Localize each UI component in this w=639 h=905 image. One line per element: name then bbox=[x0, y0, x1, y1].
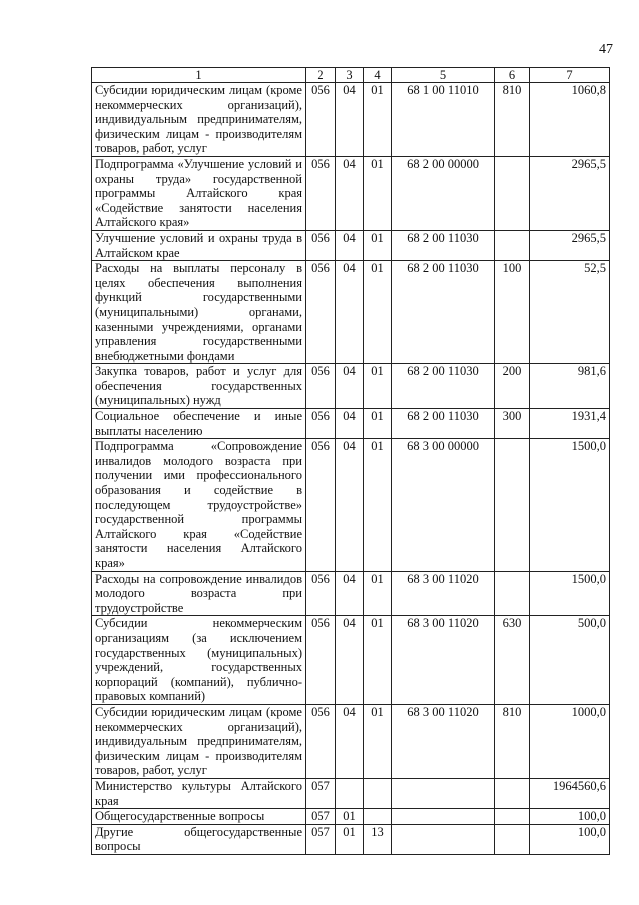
row-admin-code-cell: 056 bbox=[306, 704, 336, 778]
row-subsection-cell: 01 bbox=[364, 616, 392, 705]
row-name-cell: Общегосударственные вопросы bbox=[92, 809, 306, 825]
column-header-1: 1 bbox=[92, 68, 306, 83]
row-subsection-cell: 01 bbox=[364, 230, 392, 260]
row-amount-cell: 1060,8 bbox=[530, 83, 610, 157]
row-target-article-cell: 68 2 00 11030 bbox=[392, 230, 495, 260]
row-expense-type-cell: 200 bbox=[495, 364, 530, 409]
row-target-article-cell: 68 3 00 11020 bbox=[392, 571, 495, 616]
row-amount-cell: 1964560,6 bbox=[530, 778, 610, 808]
row-amount-cell: 2965,5 bbox=[530, 230, 610, 260]
row-expense-type-cell: 630 bbox=[495, 616, 530, 705]
row-name-cell: Другие общегосударственные вопросы bbox=[92, 824, 306, 854]
row-target-article-cell bbox=[392, 778, 495, 808]
row-section-cell: 04 bbox=[336, 439, 364, 571]
column-header-4: 4 bbox=[364, 68, 392, 83]
row-target-article-cell bbox=[392, 809, 495, 825]
row-subsection-cell bbox=[364, 778, 392, 808]
table-row bbox=[92, 809, 610, 825]
row-amount-cell: 1500,0 bbox=[530, 571, 610, 616]
row-name-cell: Субсидии юридическим лицам (кроме некоммерческих организаций), индивидуальным предпринимателям, физическим лицам - производителям товаров, работ, услуг bbox=[92, 704, 306, 778]
row-subsection-cell: 01 bbox=[364, 156, 392, 230]
row-name-cell: Субсидии юридическим лицам (кроме некоммерческих организаций), индивидуальным предпринимателям, физическим лицам - производителям товаров, работ, услуг bbox=[92, 83, 306, 157]
row-section-cell: 04 bbox=[336, 156, 364, 230]
row-subsection-cell: 01 bbox=[364, 439, 392, 571]
row-target-article-cell: 68 3 00 11020 bbox=[392, 704, 495, 778]
row-name-cell: Подпрограмма «Сопровождение инвалидов молодого возраста при получении ими профессионального образования и содействие в последующем трудоустройстве» государственной программы Алтайского края «Содействие занятости населения Алтайского края» bbox=[92, 439, 306, 571]
row-name-cell: Подпрограмма «Улучшение условий и охраны труда» государственной программы Алтайского края «Содействие занятости населения Алтайского края» bbox=[92, 156, 306, 230]
row-subsection-cell: 01 bbox=[364, 261, 392, 364]
row-admin-code-cell: 056 bbox=[306, 156, 336, 230]
row-name-cell: Субсидии некоммерческим организациям (за исключением государственных (муниципальных) учреждений, государственных корпораций (компаний), публично-правовых компаний) bbox=[92, 616, 306, 705]
table-row bbox=[92, 230, 610, 260]
row-amount-cell: 981,6 bbox=[530, 364, 610, 409]
row-section-cell: 04 bbox=[336, 704, 364, 778]
row-section-cell: 04 bbox=[336, 409, 364, 439]
page-number: 47 bbox=[599, 42, 613, 57]
row-admin-code-cell: 056 bbox=[306, 230, 336, 260]
row-amount-cell: 52,5 bbox=[530, 261, 610, 364]
table-row bbox=[92, 824, 610, 854]
row-target-article-cell: 68 3 00 11020 bbox=[392, 616, 495, 705]
row-target-article-cell: 68 2 00 11030 bbox=[392, 261, 495, 364]
row-expense-type-cell bbox=[495, 571, 530, 616]
row-amount-cell: 1931,4 bbox=[530, 409, 610, 439]
row-target-article-cell: 68 2 00 00000 bbox=[392, 156, 495, 230]
row-name-cell: Расходы на выплаты персоналу в целях обеспечения выполнения функций государственными (муниципальными) органами, казенными учреждениями, органами управления государственными внебюджетными фондами bbox=[92, 261, 306, 364]
row-subsection-cell: 01 bbox=[364, 364, 392, 409]
row-admin-code-cell: 057 bbox=[306, 824, 336, 854]
column-header-2: 2 bbox=[306, 68, 336, 83]
row-expense-type-cell: 810 bbox=[495, 704, 530, 778]
column-header-6: 6 bbox=[495, 68, 530, 83]
row-admin-code-cell: 057 bbox=[306, 809, 336, 825]
table-header-row bbox=[92, 68, 610, 83]
row-section-cell: 04 bbox=[336, 230, 364, 260]
row-section-cell: 04 bbox=[336, 571, 364, 616]
row-amount-cell: 100,0 bbox=[530, 809, 610, 825]
table-row bbox=[92, 156, 610, 230]
row-expense-type-cell bbox=[495, 230, 530, 260]
row-admin-code-cell: 056 bbox=[306, 83, 336, 157]
row-admin-code-cell: 057 bbox=[306, 778, 336, 808]
table-row bbox=[92, 261, 610, 364]
table-row bbox=[92, 616, 610, 705]
row-subsection-cell: 01 bbox=[364, 571, 392, 616]
row-section-cell: 04 bbox=[336, 261, 364, 364]
row-target-article-cell bbox=[392, 824, 495, 854]
row-subsection-cell: 13 bbox=[364, 824, 392, 854]
table-row bbox=[92, 83, 610, 157]
row-section-cell: 04 bbox=[336, 83, 364, 157]
row-section-cell: 04 bbox=[336, 616, 364, 705]
row-expense-type-cell bbox=[495, 778, 530, 808]
row-amount-cell: 500,0 bbox=[530, 616, 610, 705]
row-name-cell: Министерство культуры Алтайского края bbox=[92, 778, 306, 808]
row-expense-type-cell: 100 bbox=[495, 261, 530, 364]
row-amount-cell: 2965,5 bbox=[530, 156, 610, 230]
row-admin-code-cell: 056 bbox=[306, 409, 336, 439]
row-expense-type-cell: 300 bbox=[495, 409, 530, 439]
table-row bbox=[92, 778, 610, 808]
row-admin-code-cell: 056 bbox=[306, 439, 336, 571]
row-expense-type-cell bbox=[495, 824, 530, 854]
row-expense-type-cell bbox=[495, 439, 530, 571]
row-section-cell: 04 bbox=[336, 364, 364, 409]
row-expense-type-cell bbox=[495, 156, 530, 230]
row-section-cell: 01 bbox=[336, 809, 364, 825]
row-expense-type-cell: 810 bbox=[495, 83, 530, 157]
table-row bbox=[92, 409, 610, 439]
row-section-cell bbox=[336, 778, 364, 808]
table-row bbox=[92, 364, 610, 409]
row-subsection-cell: 01 bbox=[364, 83, 392, 157]
row-expense-type-cell bbox=[495, 809, 530, 825]
row-name-cell: Закупка товаров, работ и услуг для обеспечения государственных (муниципальных) нужд bbox=[92, 364, 306, 409]
row-subsection-cell: 01 bbox=[364, 704, 392, 778]
table-row bbox=[92, 439, 610, 571]
row-name-cell: Социальное обеспечение и иные выплаты населению bbox=[92, 409, 306, 439]
row-admin-code-cell: 056 bbox=[306, 364, 336, 409]
row-admin-code-cell: 056 bbox=[306, 616, 336, 705]
budget-table bbox=[91, 67, 610, 855]
table-row bbox=[92, 571, 610, 616]
table-row bbox=[92, 704, 610, 778]
row-target-article-cell: 68 2 00 11030 bbox=[392, 409, 495, 439]
row-name-cell: Расходы на сопровождение инвалидов молодого возраста при трудоустройстве bbox=[92, 571, 306, 616]
column-header-3: 3 bbox=[336, 68, 364, 83]
column-header-7: 7 bbox=[530, 68, 610, 83]
row-admin-code-cell: 056 bbox=[306, 571, 336, 616]
row-target-article-cell: 68 1 00 11010 bbox=[392, 83, 495, 157]
row-amount-cell: 1000,0 bbox=[530, 704, 610, 778]
row-admin-code-cell: 056 bbox=[306, 261, 336, 364]
column-header-5: 5 bbox=[392, 68, 495, 83]
row-section-cell: 01 bbox=[336, 824, 364, 854]
row-target-article-cell: 68 2 00 11030 bbox=[392, 364, 495, 409]
row-subsection-cell: 01 bbox=[364, 409, 392, 439]
row-amount-cell: 100,0 bbox=[530, 824, 610, 854]
row-target-article-cell: 68 3 00 00000 bbox=[392, 439, 495, 571]
row-amount-cell: 1500,0 bbox=[530, 439, 610, 571]
row-name-cell: Улучшение условий и охраны труда в Алтайском крае bbox=[92, 230, 306, 260]
row-subsection-cell bbox=[364, 809, 392, 825]
